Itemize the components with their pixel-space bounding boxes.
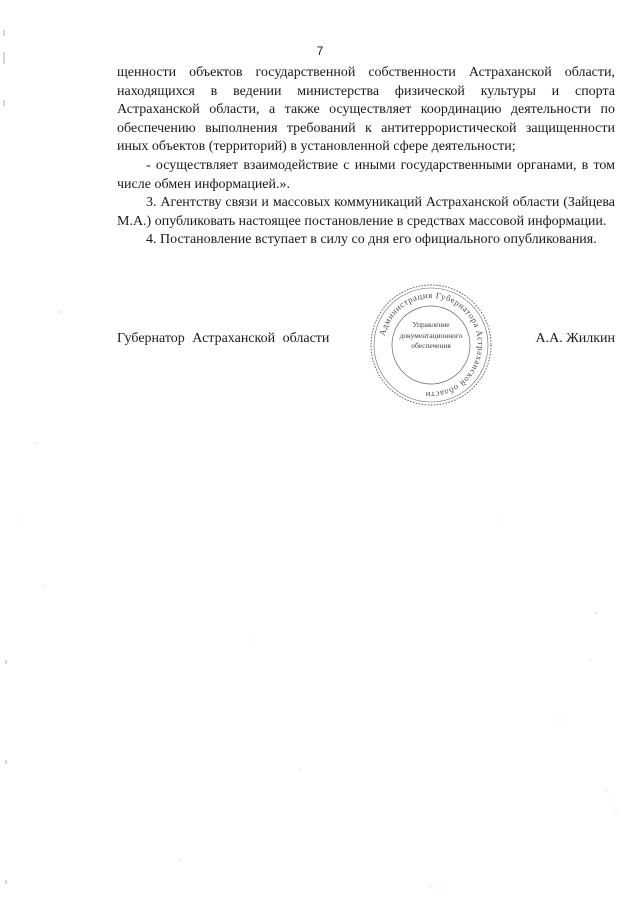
paragraph-2: - осуществляет взаимодействие с иными государственными органами, в том числе обмен информацией.».	[117, 157, 615, 192]
paragraph-3: 3. Агентству связи и массовых коммуникаций Астраханской области (Зайцева М.А.) опубликовать настоящее постановление в средствах массовой информации.	[117, 195, 615, 229]
stamp-center-line: документационного	[399, 330, 463, 340]
body-text	[117, 64, 615, 250]
stamp-center-line: обеспечения	[411, 341, 451, 350]
page-number: 7	[316, 44, 324, 58]
paragraph-1: щенности объектов государственной собственности Астраханской области, находящихся в ведении министерства физической культуры и спорта Астраханской области, а также осуществляет координацию деятельности по обеспечению выполнения требований к антитеррористической защищенности иных объектов (территорий) в установленной сфере деятельности;	[117, 65, 615, 155]
stamp-center-text	[391, 320, 471, 352]
signatory-title: Губернатор Астраханской области	[117, 331, 330, 346]
official-stamp	[369, 283, 493, 407]
signature-block	[117, 327, 615, 357]
stamp-ring-textpath: Администрация Губернатора Астраханской области	[376, 289, 487, 401]
stamp-center-line: Управление	[412, 320, 450, 329]
signatory-name: А.А. Жилкин	[535, 331, 615, 346]
paragraph-4: 4. Постановление вступает в силу со дня его официального опубликования.	[146, 232, 597, 248]
